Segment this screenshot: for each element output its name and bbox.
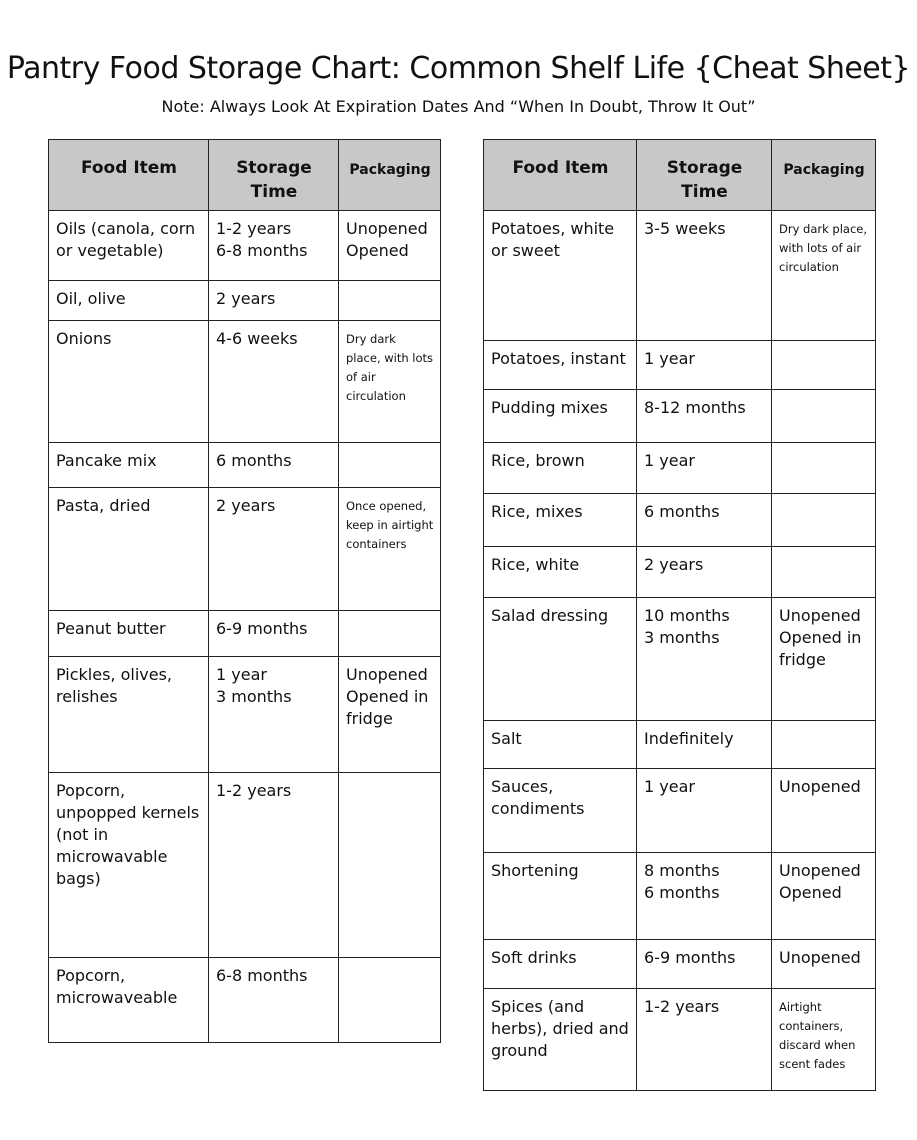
storage-time-cell: 2 years: [209, 281, 339, 321]
packaging-cell: [772, 853, 876, 940]
table-header-row: [484, 140, 876, 211]
food-item-cell: Sauces, condiments: [484, 769, 637, 853]
packaging-line2: Opened: [346, 241, 409, 260]
table-row: [484, 547, 876, 598]
packaging-cell: [772, 547, 876, 598]
storage-time-cell: 2 years: [209, 488, 339, 611]
header-storage-time-line1: Storage: [666, 158, 743, 178]
table-row: [49, 211, 441, 281]
header-food-item: Food Item: [49, 140, 209, 211]
storage-time-cell: [637, 598, 772, 721]
storage-time-cell: 6-8 months: [209, 958, 339, 1043]
storage-time-cell: [637, 853, 772, 940]
storage-time-cell: 1 year: [637, 443, 772, 494]
table-row: [484, 494, 876, 547]
packaging-cell: Airtight containers, discard when scent fades: [772, 989, 876, 1091]
food-item-cell: Rice, brown: [484, 443, 637, 494]
table-row: [49, 611, 441, 657]
packaging-cell: [339, 657, 441, 773]
storage-time-cell: 4-6 weeks: [209, 321, 339, 443]
table-row: [49, 281, 441, 321]
food-item-cell: Pudding mixes: [484, 390, 637, 443]
header-storage-time: [637, 140, 772, 211]
storage-time-cell: [209, 657, 339, 773]
table-row: [484, 211, 876, 341]
table-row: [49, 657, 441, 773]
storage-time-cell: 6 months: [209, 443, 339, 488]
storage-time-line1: 10 months: [644, 606, 730, 625]
packaging-line1: Unopened: [779, 606, 861, 625]
packaging-cell: [339, 211, 441, 281]
food-item-cell: Rice, white: [484, 547, 637, 598]
table-row: [484, 940, 876, 989]
food-item-cell: Soft drinks: [484, 940, 637, 989]
food-item-cell: Potatoes, instant: [484, 341, 637, 390]
food-item-cell: Popcorn, microwaveable: [49, 958, 209, 1043]
food-item-cell: Oil, olive: [49, 281, 209, 321]
table-header-row: [49, 140, 441, 211]
packaging-cell: [339, 958, 441, 1043]
packaging-line2: Opened in fridge: [346, 687, 429, 728]
food-item-cell: Spices (and herbs), dried and ground: [484, 989, 637, 1091]
storage-time-cell: 6-9 months: [637, 940, 772, 989]
table-row: [484, 341, 876, 390]
packaging-cell: [772, 390, 876, 443]
table-row: [484, 390, 876, 443]
storage-time-line2: 3 months: [216, 687, 292, 706]
packaging-cell: [772, 494, 876, 547]
packaging-line2: Opened: [779, 883, 842, 902]
food-item-cell: Pancake mix: [49, 443, 209, 488]
storage-time-cell: [209, 211, 339, 281]
table-row: [484, 598, 876, 721]
packaging-cell: [339, 281, 441, 321]
food-item-cell: Onions: [49, 321, 209, 443]
packaging-cell: Unopened: [772, 940, 876, 989]
packaging-cell: [772, 341, 876, 390]
header-storage-time: [209, 140, 339, 211]
food-item-cell: Popcorn, unpopped kernels (not in microwavable bags): [49, 773, 209, 958]
page-title: Pantry Food Storage Chart: Common Shelf Life {Cheat Sheet}: [6, 51, 911, 86]
food-item-cell: Salt: [484, 721, 637, 769]
header-storage-time-line2: Time: [681, 182, 728, 202]
packaging-cell: [339, 443, 441, 488]
storage-time-cell: 2 years: [637, 547, 772, 598]
storage-time-cell: 1 year: [637, 769, 772, 853]
packaging-cell: Dry dark place, with lots of air circulation: [772, 211, 876, 341]
storage-time-cell: 1-2 years: [209, 773, 339, 958]
storage-time-cell: Indefinitely: [637, 721, 772, 769]
packaging-line2: Opened in fridge: [779, 628, 862, 669]
packaging-cell: Unopened: [772, 769, 876, 853]
food-item-cell: Salad dressing: [484, 598, 637, 721]
table-row: [484, 853, 876, 940]
packaging-line1: Unopened: [779, 861, 861, 880]
packaging-line1: Unopened: [346, 219, 428, 238]
storage-time-cell: 3-5 weeks: [637, 211, 772, 341]
food-item-cell: Oils (canola, corn or vegetable): [49, 211, 209, 281]
food-item-cell: Pasta, dried: [49, 488, 209, 611]
storage-time-line1: 1-2 years: [216, 219, 292, 238]
food-item-cell: Peanut butter: [49, 611, 209, 657]
table-row: [49, 773, 441, 958]
header-storage-time-line1: Storage: [236, 158, 312, 178]
packaging-line1: Unopened: [346, 665, 428, 684]
storage-time-cell: 8-12 months: [637, 390, 772, 443]
packaging-cell: [772, 443, 876, 494]
packaging-cell: Once opened, keep in airtight containers: [339, 488, 441, 611]
table-row: [484, 443, 876, 494]
table-row: [49, 958, 441, 1043]
storage-time-cell: 6 months: [637, 494, 772, 547]
header-packaging: Packaging: [339, 140, 441, 211]
table-row: [49, 321, 441, 443]
table-row: [49, 488, 441, 611]
page-subtitle: Note: Always Look At Expiration Dates And “When In Doubt, Throw It Out”: [161, 97, 756, 116]
header-food-item: Food Item: [484, 140, 637, 211]
food-item-cell: Rice, mixes: [484, 494, 637, 547]
packaging-cell: Dry dark place, with lots of air circulation: [339, 321, 441, 443]
storage-time-line2: 3 months: [644, 628, 720, 647]
food-item-cell: Pickles, olives, relishes: [49, 657, 209, 773]
storage-table-left: [48, 139, 441, 1043]
storage-time-line2: 6-8 months: [216, 241, 308, 260]
header-packaging: Packaging: [772, 140, 876, 211]
storage-time-line1: 8 months: [644, 861, 720, 880]
storage-time-cell: 1-2 years: [637, 989, 772, 1091]
header-storage-time-line2: Time: [250, 182, 298, 202]
packaging-cell: [772, 721, 876, 769]
table-row: [49, 443, 441, 488]
food-item-cell: Potatoes, white or sweet: [484, 211, 637, 341]
food-item-cell: Shortening: [484, 853, 637, 940]
storage-time-line1: 1 year: [216, 665, 267, 684]
packaging-cell: [339, 773, 441, 958]
storage-time-cell: 1 year: [637, 341, 772, 390]
table-row: [484, 769, 876, 853]
storage-time-cell: 6-9 months: [209, 611, 339, 657]
table-row: [484, 721, 876, 769]
storage-table-right: [483, 139, 876, 1091]
table-row: [484, 989, 876, 1091]
storage-time-line2: 6 months: [644, 883, 720, 902]
packaging-cell: [772, 598, 876, 721]
packaging-cell: [339, 611, 441, 657]
